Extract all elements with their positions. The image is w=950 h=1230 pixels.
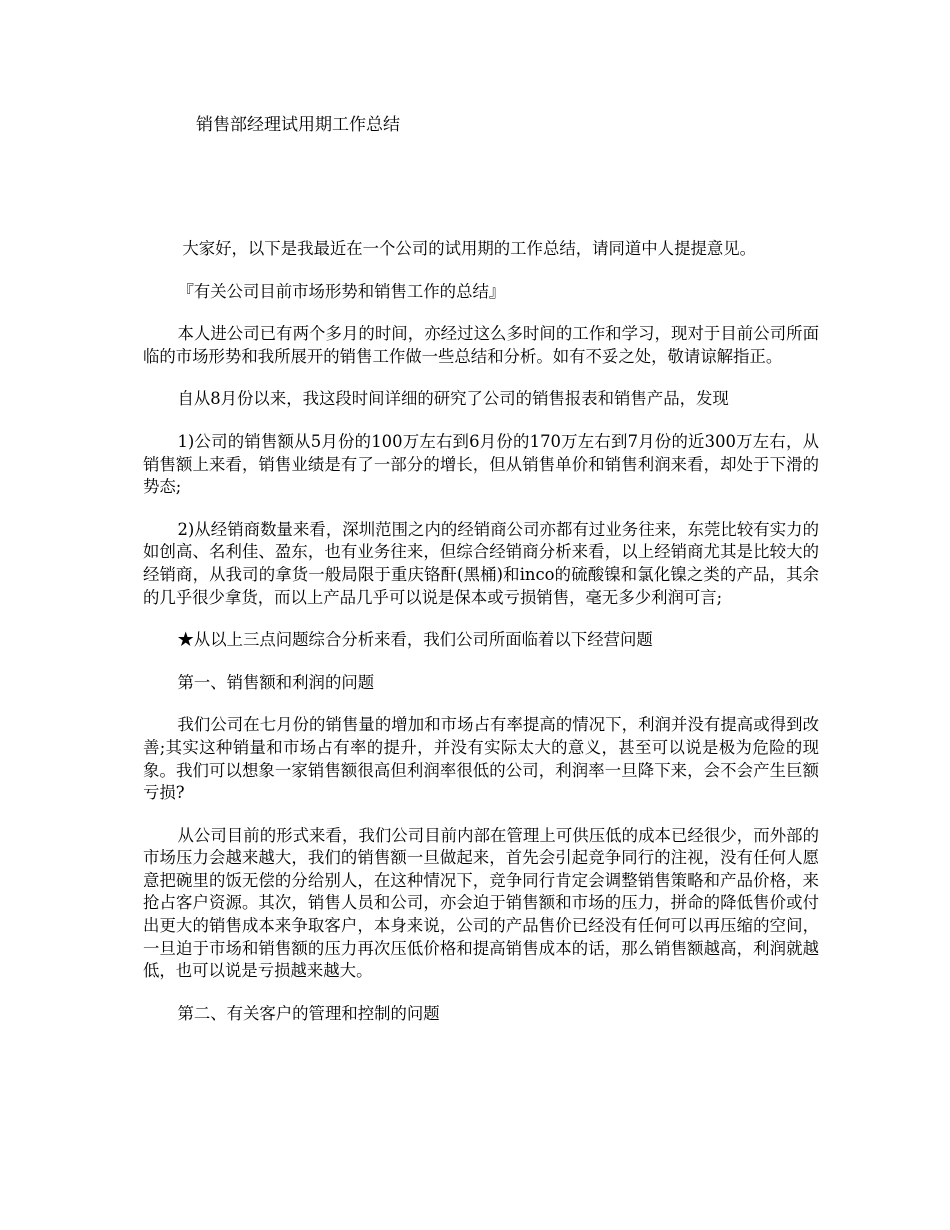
paragraph-analysis-lead: ★从以上三点问题综合分析来看，我们公司所面临着以下经营问题 [177,630,653,650]
section-heading-sales-profit: 第一、销售额和利润的问题 [177,672,375,692]
document-body [143,238,819,1045]
paragraph-intro: 本人进公司已有两个多月的时间，亦经过这么多时间的工作和学习，现对于目前公司所面临的市场形势和我所展开的销售工作做一些总结和分析。如有不妥之处，敬请谅解指正。 [143,324,819,366]
paragraph-sales-profit-2: 从公司目前的形式来看，我们公司目前内部在管理上可供压低的成本已经很少，而外部的市场压力会越来越大，我们的销售额一旦做起来，首先会引起竞争同行的注视，没有任何人愿意把碗里的饭无偿的分给别人，在这种情况下，竞争同行肯定会调整销售策略和产品价格，来抢占客户资源。其次，销售人员和公司，亦会迫于销售额和市场的压力，拼命的降低售价或付出更大的销售成本来争取客户，本身来说，公司的产品售价已经没有任何可以再压缩的空间，一旦迫于市场和销售额的压力再次压低价格和提高销售成本的话，那么销售额越高，利润就越低，也可以说是亏损越来越大。 [143,825,819,981]
paragraph-sales-profit-1: 我们公司在七月份的销售量的增加和市场占有率提高的情况下，利润并没有提高或得到改善;其实这种销量和市场占有率的提升，并没有实际太大的意义，甚至可以说是极为危险的现象。我们可以想象一家销售额很高但利润率很低的公司，利润率一旦降下来，会不会产生巨额亏损? [143,715,819,803]
document-title: 销售部经理试用期工作总结 [196,115,400,135]
paragraph-point-2: 2)从经销商数量来看，深圳范围之内的经销商公司亦都有过业务往来，东莞比较有实力的如创高、名利佳、盈东，也有业务往来，但综合经销商分析来看，以上经销商尤其是比较大的经销商，从我司的拿货一般局限于重庆铬酐(黑桶)和inco的硫酸镍和氯化镍之类的产品，其余的几乎很少拿货，而以上产品几乎可以说是保本或亏损销售，毫无多少利润可言; [143,519,819,607]
paragraph-findings-lead: 自从8月份以来，我这段时间详细的研究了公司的销售报表和销售产品，发现 [177,389,729,409]
section-heading-summary: 『有关公司目前市场形势和销售工作的总结』 [177,281,506,301]
paragraph-greeting: 大家好，以下是我最近在一个公司的试用期的工作总结，请同道中人提提意见。 [182,239,757,258]
section-heading-customer-management: 第二、有关客户的管理和控制的问题 [177,1003,440,1023]
paragraph-point-1: 1)公司的销售额从5月份的100万左右到6月份的170万左右到7月份的近300万左右，从销售额上来看，销售业绩是有了一部分的增长，但从销售单价和销售利润来看，却处于下滑的势态; [143,431,819,497]
